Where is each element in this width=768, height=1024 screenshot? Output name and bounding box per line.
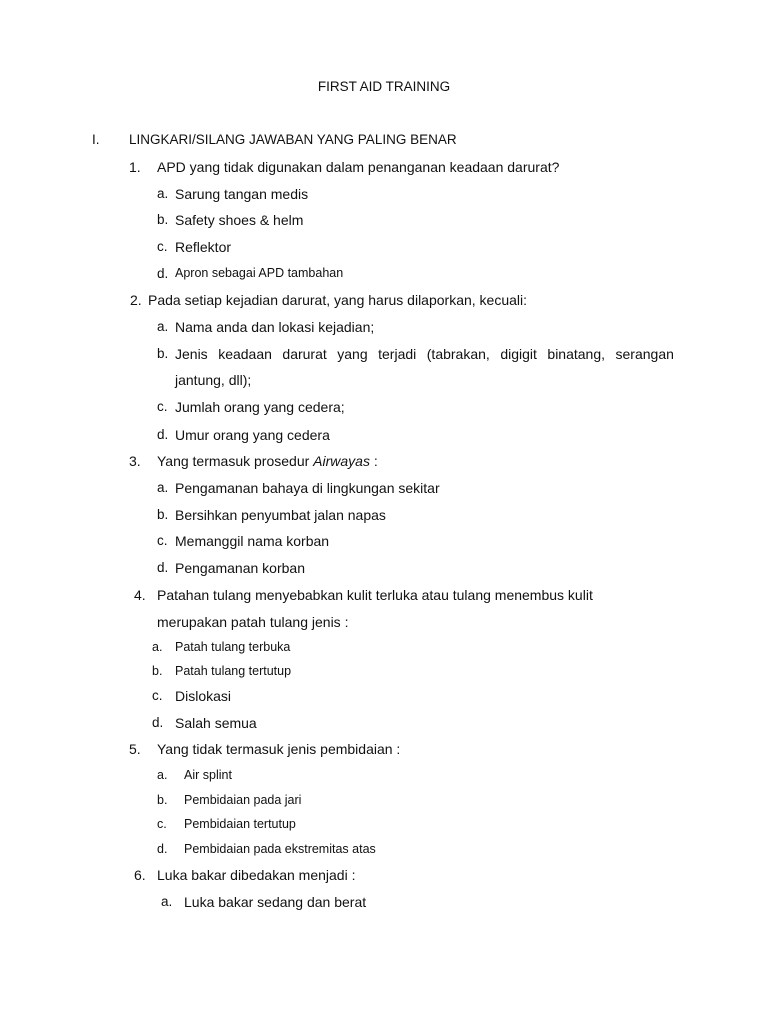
option-letter: a. [157,186,169,201]
option-text: Bersihkan penyumbat jalan napas [175,507,386,523]
option-text: Dislokasi [175,688,232,704]
question-number: 4. [134,587,146,603]
option-text: Patah tulang tertutup [175,664,292,678]
option-text: Air splint [184,768,232,782]
option-letter: b. [157,793,168,807]
option-text: Pembidaian pada jari [184,793,302,807]
option-letter: b. [157,507,169,522]
option-letter: a. [161,894,173,909]
option-text: Luka bakar sedang dan berat [184,894,367,910]
question-text: Patahan tulang menyebabkan kulit terluka atau tulang menembus kulit [157,587,593,603]
option-text: Salah semua [175,715,257,731]
option-letter: a. [157,480,169,495]
option-word: digigit [500,346,537,362]
section-title: LINGKARI/SILANG JAWABAN YANG PALING BENAR [129,132,457,147]
option-text: Patah tulang terbuka [175,640,291,654]
option-word: (tabrakan, [426,346,490,362]
question-number: 6. [134,867,146,883]
option-text: Safety shoes & helm [175,212,304,228]
option-text: Pengamanan bahaya di lingkungan sekitar [175,480,440,496]
option-text: Nama anda dan lokasi kejadian; [175,319,375,335]
option-letter: a. [152,640,163,654]
question-text: Luka bakar dibedakan menjadi : [157,867,356,883]
option-text: Apron sebagai APD tambahan [175,266,344,280]
question-number: 3. [129,453,141,469]
option-letter: c. [152,688,163,703]
option-text: Umur orang yang cedera [175,427,330,443]
option-letter: d. [157,266,169,281]
option-letter: c. [157,533,168,548]
question-number: 5. [129,741,141,757]
option-word: keadaan [218,346,272,362]
question-text: Yang tidak termasuk jenis pembidaian : [157,741,401,757]
option-word: serangan [615,346,674,362]
option-word: Jenis [175,346,208,362]
option-letter: b. [157,212,169,227]
option-word: yang [337,346,368,362]
option-letter: c. [157,817,167,831]
question-number: 2. [130,292,142,308]
option-text: Memanggil nama korban [175,533,330,549]
option-text: Pembidaian tertutup [184,817,296,831]
option-letter: a. [157,319,169,334]
option-letter: d. [152,715,164,730]
option-word: darurat [282,346,327,362]
question-text: Pada setiap kejadian darurat, yang harus dilaporkan, kecuali: [148,292,528,308]
option-letter: d. [157,427,169,442]
option-letter: c. [157,239,168,254]
option-text: Reflektor [175,239,232,255]
section-number: I. [92,132,100,147]
option-text: Pembidaian pada ekstremitas atas [184,842,376,856]
question-text-italic: Airwayas [313,453,370,469]
question-number: 1. [129,159,141,175]
option-text: Jumlah orang yang cedera; [175,399,345,415]
question-text-after: : [369,453,378,469]
option-letter: b. [157,346,169,361]
option-text-continued: jantung, dll); [175,372,252,388]
option-text: Sarung tangan medis [175,186,309,202]
document-title: FIRST AID TRAINING [317,79,451,94]
option-letter: a. [157,768,168,782]
option-text-justified [175,347,674,361]
option-letter: b. [152,664,163,678]
question-text-before: Yang termasuk prosedur [157,453,314,469]
question-text-continued: merupakan patah tulang jenis : [157,614,349,630]
question-text: APD yang tidak digunakan dalam penanganan keadaan darurat? [157,159,560,175]
option-text: Pengamanan korban [175,560,305,576]
option-word: binatang, [547,346,606,362]
option-letter: d. [157,842,168,856]
option-letter: c. [157,399,168,414]
option-word: terjadi [378,346,417,362]
question-text [157,454,378,468]
option-letter: d. [157,560,169,575]
